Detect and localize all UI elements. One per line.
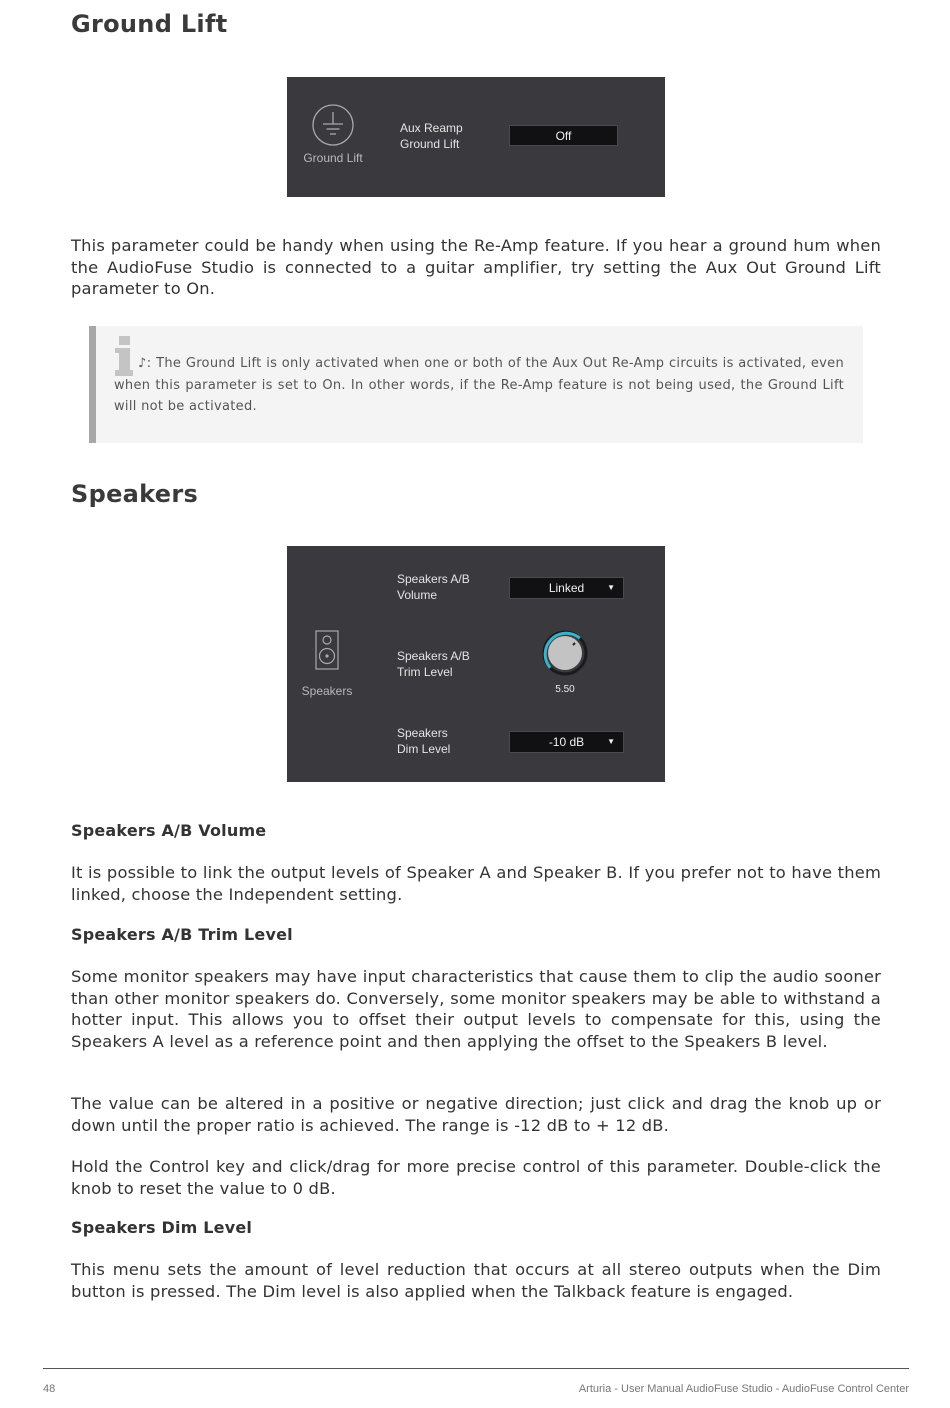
speakers-volume-label <box>397 572 470 603</box>
chevron-down-icon: ▼ <box>607 583 615 592</box>
trim-value: 5.50 <box>555 684 575 695</box>
speakers-volume-text: It is possible to link the output levels of Speaker A and Speaker B. If you prefer not to have them linked, choose the Independent setting. <box>71 863 881 904</box>
aux-reamp-ground-lift-label <box>400 121 463 152</box>
note-prefix: ♪: <box>138 356 152 371</box>
ground-lift-icon-label: Ground Lift <box>303 151 363 165</box>
ground-lift-paragraph: This parameter could be handy when using the Re-Amp feature. If you hear a ground hum when the AudioFuse Studio is connected to a guitar amplifier, try setting the Aux Out Ground Lift parameter to On. <box>71 236 881 298</box>
note-body: The Ground Lift is only activated when one or both of the Aux Out Re-Amp circuits is activated, even when this parameter is set to On. In other words, if the Re-Amp feature is not being used, the Ground Lift will not be activated. <box>114 356 845 414</box>
ground-lift-toggle[interactable]: Off <box>509 125 618 146</box>
speakers-trim-heading: Speakers A/B Trim Level <box>71 925 293 944</box>
chevron-down-icon: ▼ <box>607 737 615 746</box>
ground-icon <box>311 103 355 147</box>
dropdown-value: Linked <box>548 581 585 595</box>
param-label-line: Aux Reamp <box>400 121 463 135</box>
speakers-volume-heading: Speakers A/B Volume <box>71 821 267 840</box>
speakers-dim-dropdown[interactable] <box>509 731 624 753</box>
speakers-trim-text-2: The value can be altered in a positive or negative direction; just click and drag the knob up or down until the proper ratio is achieved. The range is -12 dB to + 12 dB. <box>71 1094 881 1135</box>
speakers-icon-label: Speakers <box>301 684 353 698</box>
footer-divider <box>43 1368 909 1369</box>
param-label-line: Volume <box>397 587 438 602</box>
ground-lift-heading: Ground Lift <box>71 10 228 38</box>
param-label-line: Speakers <box>397 726 448 740</box>
speakers-trim-text-1: Some monitor speakers may have input characteristics that cause them to clip the audio sooner than other monitor speakers do. Conversely, some monitor speakers may be able to withstand a hotter input. This allows you to offset their output levels to compensate for this, using the Speakers A level as a reference point and then applying the offset to the Speakers B level. <box>71 967 881 1051</box>
param-label-line: Dim Level <box>397 741 451 756</box>
speakers-panel <box>287 546 665 782</box>
info-note <box>89 326 863 443</box>
trim-knob[interactable] <box>542 630 588 676</box>
param-label-line: Ground Lift <box>400 136 460 151</box>
param-label-line: Speakers A/B <box>397 649 470 663</box>
speakers-dim-heading: Speakers Dim Level <box>71 1218 253 1237</box>
param-label-line: Trim Level <box>397 664 453 679</box>
speakers-volume-dropdown[interactable] <box>509 577 624 599</box>
page-number: 48 <box>43 1383 56 1395</box>
note-text <box>114 353 844 418</box>
speakers-heading: Speakers <box>71 480 199 508</box>
speakers-dim-label <box>397 726 450 757</box>
ground-lift-panel <box>287 77 665 197</box>
speakers-dim-text: This menu sets the amount of level reduction that occurs at all stereo outputs when the Dim button is pressed. The Dim level is also applied when the Talkback feature is engaged. <box>71 1260 881 1301</box>
param-label-line: Speakers A/B <box>397 572 470 586</box>
dropdown-value: -10 dB <box>548 735 585 749</box>
speakers-trim-label <box>397 649 470 680</box>
footer-title: Arturia - User Manual AudioFuse Studio - AudioFuse Control Center <box>578 1383 909 1395</box>
speakers-trim-text-3: Hold the Control key and click/drag for more precise control of this parameter. Double-click the knob to reset the value to 0 dB. <box>71 1157 881 1198</box>
speaker-icon <box>315 630 339 670</box>
